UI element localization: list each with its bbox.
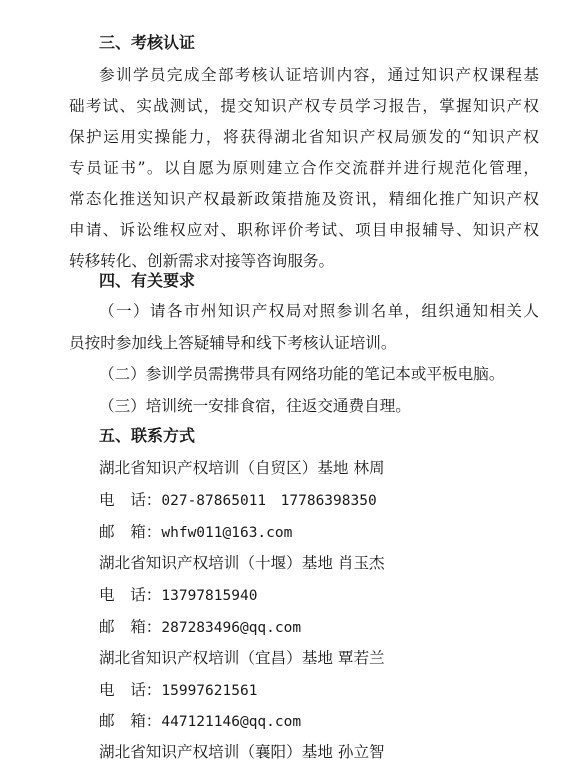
section-heading-requirements: 四、有关要求	[99, 271, 196, 290]
contact-email-row	[99, 711, 301, 732]
section-heading-assessment: 三、考核认证	[99, 33, 196, 52]
paragraph-line: （三）培训统一安排食宿，往返交通费自理。	[99, 397, 411, 415]
paragraph-line: 申请、诉讼维权应对、职称评价考试、项目申报辅导、知识产权	[69, 221, 539, 239]
email-label: 邮 箱：	[99, 618, 162, 636]
contact-base-name: 湖北省知识产权培训（襄阳）基地 孙立智	[99, 743, 385, 761]
paragraph-line: 常态化推送知识产权最新政策措施及资讯，精细化推广知识产权	[69, 190, 539, 208]
paragraph-line: 转移转化、创新需求对接等咨询服务。	[69, 252, 335, 270]
paragraph-line: 员按时参加线上答疑辅导和线下考核认证培训。	[69, 334, 397, 352]
contact-email-row	[99, 617, 301, 638]
phone-label: 电 话：	[99, 491, 162, 509]
contact-phone-row	[99, 585, 257, 606]
contact-base-name: 湖北省知识产权培训（宜昌）基地 覃若兰	[99, 649, 385, 667]
paragraph-line: （一）请各市州知识产权局对照参训名单，组织通知相关人	[99, 302, 539, 320]
phone-label: 电 话：	[99, 586, 162, 604]
contact-phone-row	[99, 490, 377, 511]
contact-base-name: 湖北省知识产权培训（自贸区）基地 林周	[99, 459, 385, 477]
paragraph-line: 础考试、实战测试，提交知识产权专员学习报告，掌握知识产权	[69, 97, 539, 115]
paragraph-line: （二）参训学员需携带具有网络功能的笔记本或平板电脑。	[99, 365, 505, 383]
paragraph-line: 保护运用实操能力，将获得湖北省知识产权局颁发的“知识产权	[69, 128, 539, 146]
phone-label: 电 话：	[99, 681, 162, 699]
email-address: whfw011@163.com	[161, 525, 293, 541]
contact-base-name: 湖北省知识产权培训（十堰）基地 肖玉杰	[99, 554, 385, 572]
paragraph-line: 专员证书”。以自愿为原则建立合作交流群并进行规范化管理，	[69, 159, 539, 177]
contact-email-row	[99, 522, 292, 543]
paragraph-line: 参训学员完成全部考核认证培训内容，通过知识产权课程基	[99, 66, 539, 84]
phone-number: 027-87865011 17786398350	[161, 493, 377, 509]
email-address: 447121146@qq.com	[161, 714, 302, 730]
phone-number: 15997621561	[161, 683, 258, 699]
section-heading-contacts: 五、联系方式	[99, 426, 196, 445]
contact-phone-row	[99, 680, 257, 701]
email-label: 邮 箱：	[99, 523, 162, 541]
phone-number: 13797815940	[161, 588, 258, 604]
email-label: 邮 箱：	[99, 712, 162, 730]
email-address: 287283496@qq.com	[161, 620, 302, 636]
